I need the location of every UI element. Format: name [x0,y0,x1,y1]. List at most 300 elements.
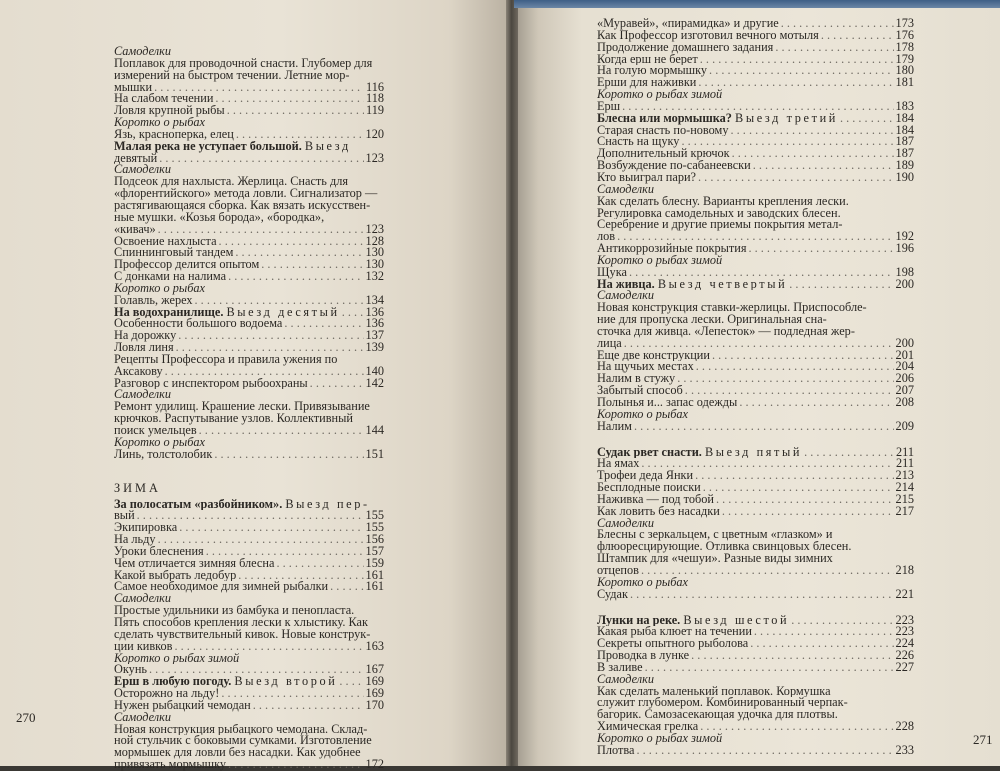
toc-entry [597,662,914,674]
dot-leader [754,626,894,638]
toc-page-number: 223 [895,626,914,639]
subsection-heading: Самоделки [114,46,172,58]
toc-entry-title: Спиннинговый тандем [114,247,234,260]
dot-leader [700,721,893,733]
toc-page-number: 123 [365,223,384,236]
toc-page-number: 204 [895,361,914,374]
toc-entry-title: отцепов [597,564,639,577]
toc-description-line: ные мушки. «Козья борода», «бородка», [114,211,325,224]
toc-description-line: Рецепты Профессора и правила ужения по [114,353,338,366]
toc-entry-title: Проводка в лунке [597,650,690,662]
toc-page-number: 161 [365,569,384,582]
dot-leader [159,153,363,165]
trip-entry [597,113,914,125]
toc-entry-title: Как ловить без насадки [597,505,720,518]
toc-page-number: 144 [365,425,384,437]
subsection-heading: Самоделки [597,183,655,196]
toc-entry [114,534,384,546]
toc-page-number: 228 [895,721,914,733]
toc-page-number: 161 [365,581,384,594]
toc-entry-title: Дополнительный крючок [597,148,730,161]
toc-entry-title: На голую мормышку [597,65,708,78]
dot-leader [804,447,894,459]
dot-leader [698,77,893,89]
dot-leader [636,745,893,757]
toc-entry-title: Еще две конструкции [597,349,710,362]
trip-entry [597,279,914,291]
toc-page-number: 119 [366,105,384,118]
toc-page-number: 211 [896,458,914,471]
toc-description-line: сточка для живца. «Лепесток» — подледная жер- [597,325,855,338]
toc-entry [114,378,384,390]
dot-leader [215,93,364,105]
toc-entry-title: привязать мормышку [114,759,227,771]
subsection-heading: Самоделки [114,389,172,402]
dot-leader [750,638,893,650]
toc-page-number: 142 [365,377,384,390]
toc-page-number: 184 [895,112,914,125]
toc-entry [114,295,384,307]
subsection-heading: Коротко о рыбах [114,282,206,295]
toc-entry [597,125,914,137]
toc-entry-title: Особенности большого водоема [114,318,283,331]
trip-label: Выезд десятый [226,306,340,319]
toc-entry-title: Химическая грелка [597,721,699,733]
dot-leader [176,342,364,354]
toc-page-number: 132 [365,271,384,283]
toc-entry [597,397,914,409]
toc-entry-title: Полынья и... запас одежды [597,397,738,409]
toc-entry-title: Возбуждение по-сабанеевски [597,160,751,172]
toc-entry [114,558,384,570]
toc-page-number: 172 [365,759,384,771]
toc-entry [114,318,384,330]
dot-leader [195,295,364,307]
toc-entry [597,589,914,601]
trip-entry [597,615,914,627]
toc-entry-title: Ерши для наживки [597,77,697,90]
toc-entry-title: Голавль, жерех [114,294,193,307]
toc-entry [597,101,914,113]
dot-leader [716,494,894,506]
dot-leader [221,688,363,700]
toc-page-number: 123 [365,152,384,165]
toc-entry [114,153,384,165]
dot-leader [840,113,894,125]
toc-page-number: 227 [895,661,914,674]
trip-entry [597,447,914,459]
toc-page-number: 181 [895,77,914,90]
toc-entry [114,129,384,141]
toc-entry [114,236,384,248]
toc-entry-title: Антикоррозийные покрытия [597,243,747,255]
trip-entry [114,676,384,688]
dot-leader [731,125,894,137]
dot-leader [342,307,364,319]
toc-page-number: 157 [365,545,384,558]
dot-leader [253,700,364,712]
toc-page-number: 196 [895,243,914,255]
toc-entry-title: Как Профессор изготовил вечного мотыля [597,29,819,42]
toc-description-line: «флорентийского» метода ловли. Сигнализатор — [114,188,378,200]
toc-entry [114,247,384,259]
subsection-heading: Коротко о рыбах зимой [597,254,723,267]
toc-page-number: 137 [365,330,384,343]
trip-label: Выезд шестой [683,614,790,627]
toc-entry-title: лов [597,231,616,244]
toc-page-number: 217 [895,505,914,518]
toc-entry [597,385,914,397]
subsection-heading: Коротко о рыбах [597,576,689,589]
subsection-heading: Самоделки [597,290,655,303]
toc-page-number: 226 [895,650,914,662]
subsection-heading: Коротко о рыбах [114,436,206,449]
toc-description-line: ние для пропуска лески. Оригинальная сна- [597,314,827,326]
toc-page-number: 116 [366,81,384,94]
dot-leader [709,65,894,77]
toc-description-line: Новая конструкция ставки-жерлицы. Приспособле- [597,302,867,315]
toc-page-number: 180 [895,65,914,78]
left-toc-column [114,46,384,771]
toc-page-number: 151 [365,448,384,461]
toc-page-number: 224 [895,638,914,651]
toc-page-number: 163 [365,640,384,653]
toc-page-number: 189 [895,160,914,172]
toc-page-number: 155 [365,510,384,523]
toc-entry-title: Судак [597,588,628,601]
toc-entry-title: Экипировка [114,522,178,535]
dot-leader [695,470,893,482]
toc-entry-title: Продолжение домашнего задания [597,41,774,54]
dot-leader [821,30,894,42]
toc-entry [597,160,914,172]
toc-entry [597,721,914,733]
dot-leader [703,482,894,494]
toc-entry-title: Когда ерш не берет [597,53,698,66]
trip-heading [114,141,384,153]
dot-leader [691,650,893,662]
toc-entry-title: «кивач» [114,223,156,236]
toc-description-line: Подсеок для нахлыста. Жерлица. Снасть для [114,176,349,189]
toc-entry-title: Ловля крупной рыбы [114,105,225,118]
toc-entry-title: Забытый способ [597,385,683,397]
toc-page-number: 187 [895,136,914,149]
right-toc-column [597,18,914,757]
toc-entry-title: Освоение нахлыста [114,235,217,248]
subsection-heading: Коротко о рыбах [114,117,206,129]
dot-leader [698,172,894,184]
toc-entry [597,172,914,184]
toc-entry [597,30,914,42]
dot-leader [685,385,894,397]
trip-heading [114,307,340,319]
toc-entry-title: Какая рыба клюет на течении [597,626,752,639]
toc-entry-title: На щучьих местах [597,361,694,374]
trip-title: За полосатым «разбойником». [114,498,283,511]
toc-entry [114,759,384,771]
toc-description-line: ной стульчик с боковыми сумками. Изготовление [114,735,372,748]
toc-description-line: измерений на быстром течении. Летние мор- [114,69,350,82]
toc-entry [597,148,914,160]
dot-leader [137,510,364,522]
dot-leader [622,101,893,113]
dot-leader [284,318,363,330]
subsection-heading: Коротко о рыбах зимой [597,89,723,101]
toc-entry [597,136,914,148]
toc-entry [114,546,384,558]
trip-label: Выезд второй [234,676,338,689]
toc-page-number: 223 [895,614,914,627]
trip-label: Выезд третий [735,112,838,125]
dot-leader [681,136,893,148]
toc-description-line: Новая конструкция рыбацкого чемодана. Склад- [114,723,368,736]
toc-page-number: 187 [895,148,914,161]
toc-page-number: 156 [365,534,384,546]
toc-entry [114,700,384,712]
toc-entry [114,641,384,653]
toc-entry [597,267,914,279]
dot-leader [238,570,363,582]
toc-page-number: 159 [365,557,384,570]
toc-page-number: 176 [895,29,914,42]
toc-entry [114,271,384,283]
spacer [114,461,384,475]
trip-heading [597,447,802,459]
toc-entry-title: Язь, красноперка, елец [114,128,234,141]
toc-page-number: 221 [895,588,914,601]
subsection-heading: Коротко о рыбах [597,408,689,421]
dot-leader [227,105,364,117]
dot-leader [174,641,363,653]
toc-entry [114,581,384,593]
trip-title: Судак рвет снасти. [597,446,702,459]
dot-leader [276,558,363,570]
toc-entry [597,77,914,89]
toc-entry [597,243,914,255]
toc-entry [597,494,914,506]
toc-page-number: 211 [896,446,914,459]
toc-entry-title: Плотва [597,744,635,757]
toc-entry [597,626,914,638]
toc-entry-title: Профессор делится опытом [114,259,260,272]
toc-page-number: 170 [365,699,384,712]
spacer [597,433,914,447]
toc-description-line: багорик. Самозасекающая удочка для плотвы. [597,709,838,722]
toc-entry [597,482,914,494]
toc-page-number: 184 [895,124,914,137]
dot-leader [214,449,363,461]
trip-title: Малая река не уступает большой. [114,140,302,153]
dot-leader [645,662,894,674]
toc-page-number: 183 [895,100,914,113]
dot-leader [228,271,363,283]
toc-page-number: 130 [365,259,384,272]
toc-entry-title: Окунь [114,664,148,677]
toc-description-line: Как сделать маленький поплавок. Кормушка [597,685,831,698]
toc-entry [114,105,384,117]
toc-entry [114,425,384,437]
trip-label: Выезд пятый [704,446,803,459]
toc-page-number: 214 [895,482,914,494]
toc-entry-title: ции кивков [114,640,173,653]
toc-entry [114,330,384,342]
toc-entry-title: лица [597,337,622,350]
toc-entry [597,458,914,470]
toc-page-number: 192 [895,231,914,244]
toc-entry-title: Старая снасть по-новому [597,124,729,137]
toc-entry-title: поиск умельцев [114,425,197,437]
toc-page-number: 130 [365,247,384,260]
toc-entry [114,82,384,94]
toc-description-line: Поплавок для проводочной снасти. Глубомер для [114,57,373,70]
dot-leader [339,676,363,688]
toc-entry [597,18,914,30]
toc-entry-title: На ямах [597,458,640,471]
toc-entry-title: Ловля линя [114,342,174,354]
toc-entry [114,224,384,236]
toc-description-line: растягивающаяся сборка. Как вязать искусствен- [114,199,371,212]
toc-page-number: 198 [895,266,914,279]
dot-leader [154,82,364,94]
toc-entry [597,638,914,650]
spacer [597,601,914,615]
dot-leader [732,148,894,160]
toc-entry-title: вый [114,510,135,523]
toc-page-number: 140 [365,365,384,378]
toc-page-number: 134 [365,294,384,307]
trip-title: На водохранилище. [114,306,224,319]
toc-entry [597,506,914,518]
subsection-heading: Самоделки [114,593,172,606]
toc-entry [597,338,914,350]
trip-title: На живца. [597,278,655,291]
toc-page-number: 200 [895,337,914,350]
dot-leader [641,565,894,577]
trip-label: Выезд четвертый [657,278,788,291]
dot-leader [789,279,893,291]
dot-leader [310,378,364,390]
toc-description-line: Серебрение и другие приемы покрытия метал- [597,219,843,232]
dot-leader [235,247,363,259]
dot-leader [700,54,894,66]
toc-description-line: Как сделать блесну. Варианты крепления лески. [597,195,849,208]
toc-page-number: 233 [895,744,914,757]
toc-description-line: служит глубомером. Комбинированный черпак- [597,697,848,710]
dot-leader [330,581,363,593]
subsection-heading: Коротко о рыбах зимой [597,732,723,745]
toc-entry-title: Щука [597,266,627,279]
toc-entry [114,366,384,378]
toc-entry [597,650,914,662]
toc-entry [597,42,914,54]
subsection-heading: Самоделки [114,711,172,724]
toc-page-number: 136 [365,306,384,319]
dot-leader [748,243,893,255]
subsection-heading: Самоделки [597,517,655,530]
toc-description-line: Ремонт удилищ. Крашение лески. Привязывание [114,401,370,414]
dot-leader [624,338,894,350]
toc-entry-title: Осторожно на льду! [114,688,220,700]
dot-leader [158,534,364,546]
toc-entry [597,54,914,66]
trip-heading [114,676,337,688]
trip-entry [114,307,384,319]
toc-entry-title: Линь, толстолобик [114,448,213,461]
toc-entry-title: Трофеи деда Янки [597,470,694,483]
toc-page-number: 120 [365,128,384,141]
toc-page-number: 173 [895,18,914,30]
toc-description-line: Блесны с зеркальцем, с цветным «глазком» и [597,529,833,542]
toc-page-number: 169 [365,676,384,689]
dot-leader [753,160,894,172]
dot-leader [199,425,364,437]
toc-page-number: 200 [895,278,914,291]
toc-page-number: 139 [365,342,384,354]
dot-leader [219,236,364,248]
toc-description-line: флюоресцирующие. Отливка свинцовых блесен. [597,541,852,554]
trip-title: Ерш в любую погоду. [114,676,232,689]
toc-description-line: Простые удильники из бамбука и пенопласта. [114,605,355,617]
toc-entry [597,565,914,577]
dot-leader [158,224,364,236]
toc-entry [597,361,914,373]
toc-description-line: Пять способов крепления лески к хлыстику. Как [114,616,368,629]
dot-leader [775,42,893,54]
dot-leader [206,546,364,558]
toc-page-number: 218 [895,564,914,577]
toc-entry-title: Чем отличается зимняя блесна [114,557,275,570]
toc-entry-title: Наживка — под тобой [597,493,714,506]
toc-entry-title: Нужен рыбацкий чемодан [114,699,251,712]
dot-leader [629,267,894,279]
toc-entry [597,65,914,77]
toc-page-number: 201 [895,349,914,362]
dot-leader [165,366,364,378]
toc-entry-title: Разговор с инспектором рыбоохраны [114,377,308,390]
toc-entry [114,570,384,582]
trip-label: Выезд пер- [285,498,370,511]
toc-entry-title: девятый [114,152,158,165]
toc-entry-title: Аксакову [114,365,163,378]
dot-leader [696,361,894,373]
toc-entry [597,421,914,433]
trip-heading [114,499,384,511]
toc-entry [114,510,384,522]
trip-heading [597,279,787,291]
right-page-number: 271 [973,732,993,747]
book-gutter [506,0,518,766]
toc-entry-title: Налим в стужу [597,373,676,386]
toc-page-number: 208 [895,397,914,409]
toc-entry-title: В заливе [597,661,643,674]
section-heading: ЗИМА [114,482,161,495]
toc-page-number: 136 [365,318,384,331]
toc-entry-title: Кто выиграл пари? [597,171,697,184]
toc-entry [114,93,384,105]
trip-heading [597,615,789,627]
dot-leader [617,231,893,243]
trip-title: Блесна или мормышка? [597,112,732,125]
toc-entry-title: Секреты опытного рыболова [597,638,749,651]
subsection-heading: Самоделки [597,673,655,686]
toc-entry [114,688,384,700]
toc-page-number: 190 [895,171,914,184]
toc-entry-title: Налим [597,420,632,433]
dot-leader [179,522,363,534]
trip-heading [597,113,838,125]
toc-page-number: 128 [365,235,384,248]
left-page-number: 270 [16,710,36,725]
